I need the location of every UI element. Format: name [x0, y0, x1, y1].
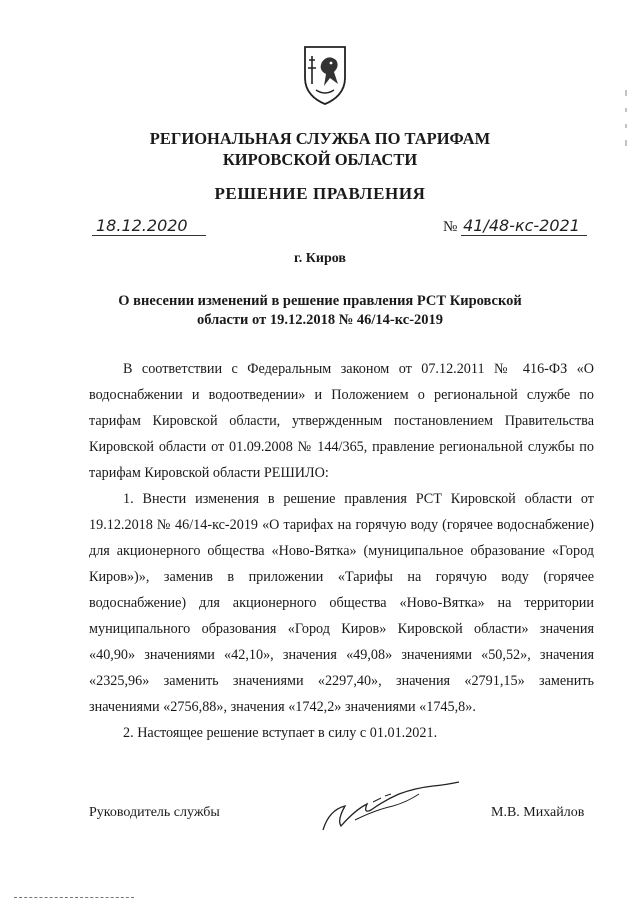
scan-edge-line — [14, 897, 134, 898]
subject-line2: области от 19.12.2018 № 46/14-кс-2019 — [196, 312, 444, 328]
organization-name-line2: КИРОВСКОЙ ОБЛАСТИ — [222, 150, 418, 169]
document-number-prefix: № — [443, 219, 458, 235]
signatory-position: Руководитель службы — [89, 805, 220, 820]
subject-line1: О внесении изменений в решение правления РСТ Кировской — [118, 293, 522, 309]
city: г. Киров — [294, 251, 346, 266]
document-number-value: 41/48-кс-2021 — [461, 216, 587, 236]
preamble-paragraph: В соответствии с Федеральным законом от 07.12.2011 № 416-ФЗ «О водоснабжении и водоотведении» и Положением о региональной службе по тарифам Кировской области, утвержденным постановлением Правительства Кировской области от 01.09.2008 № 144/365, правление региональной службы по тарифам Кировской области РЕШИЛО: — [89, 361, 594, 481]
document-number — [443, 216, 587, 236]
document-subject — [0, 292, 640, 330]
decision-item-2: 2. Настоящее решение вступает в силу с 01.01.2021. — [123, 725, 438, 741]
organization-name-line1: РЕГИОНАЛЬНАЯ СЛУЖБА ПО ТАРИФАМ — [149, 129, 491, 148]
document-body — [89, 356, 594, 746]
organization-name — [0, 128, 640, 170]
document-date: 18.12.2020 — [92, 216, 206, 236]
decision-item-1: 1. Внести изменения в решение правления РСТ Кировской области от 19.12.2018 № 46/14-кс-2019 «О тарифах на горячую воду (горячее водоснабжение) для акционерного общества «Ново-Вятка» (муниципальное образование «Город Киров»)», заменив в приложении «Тарифы на горячую воду (горячее водоснабжение) для акционерного общества «Ново-Вятка» на территории муниципального образования «Город Киров» Кировской области» значения «40,90» значениями «42,10», значения «49,08» значениями «50,52», значения «2325,96» заменить значениями «2297,40», значения «2791,15» заменить значениями «2756,88», значения «1742,2» значениями «1745,8». — [89, 491, 594, 715]
handwritten-signature-icon — [315, 780, 465, 836]
scan-margin-marks — [622, 90, 630, 150]
signatory-name: М.В. Михайлов — [491, 805, 585, 820]
coat-of-arms-icon — [302, 44, 348, 106]
document-type-title: РЕШЕНИЕ ПРАВЛЕНИЯ — [214, 184, 426, 203]
